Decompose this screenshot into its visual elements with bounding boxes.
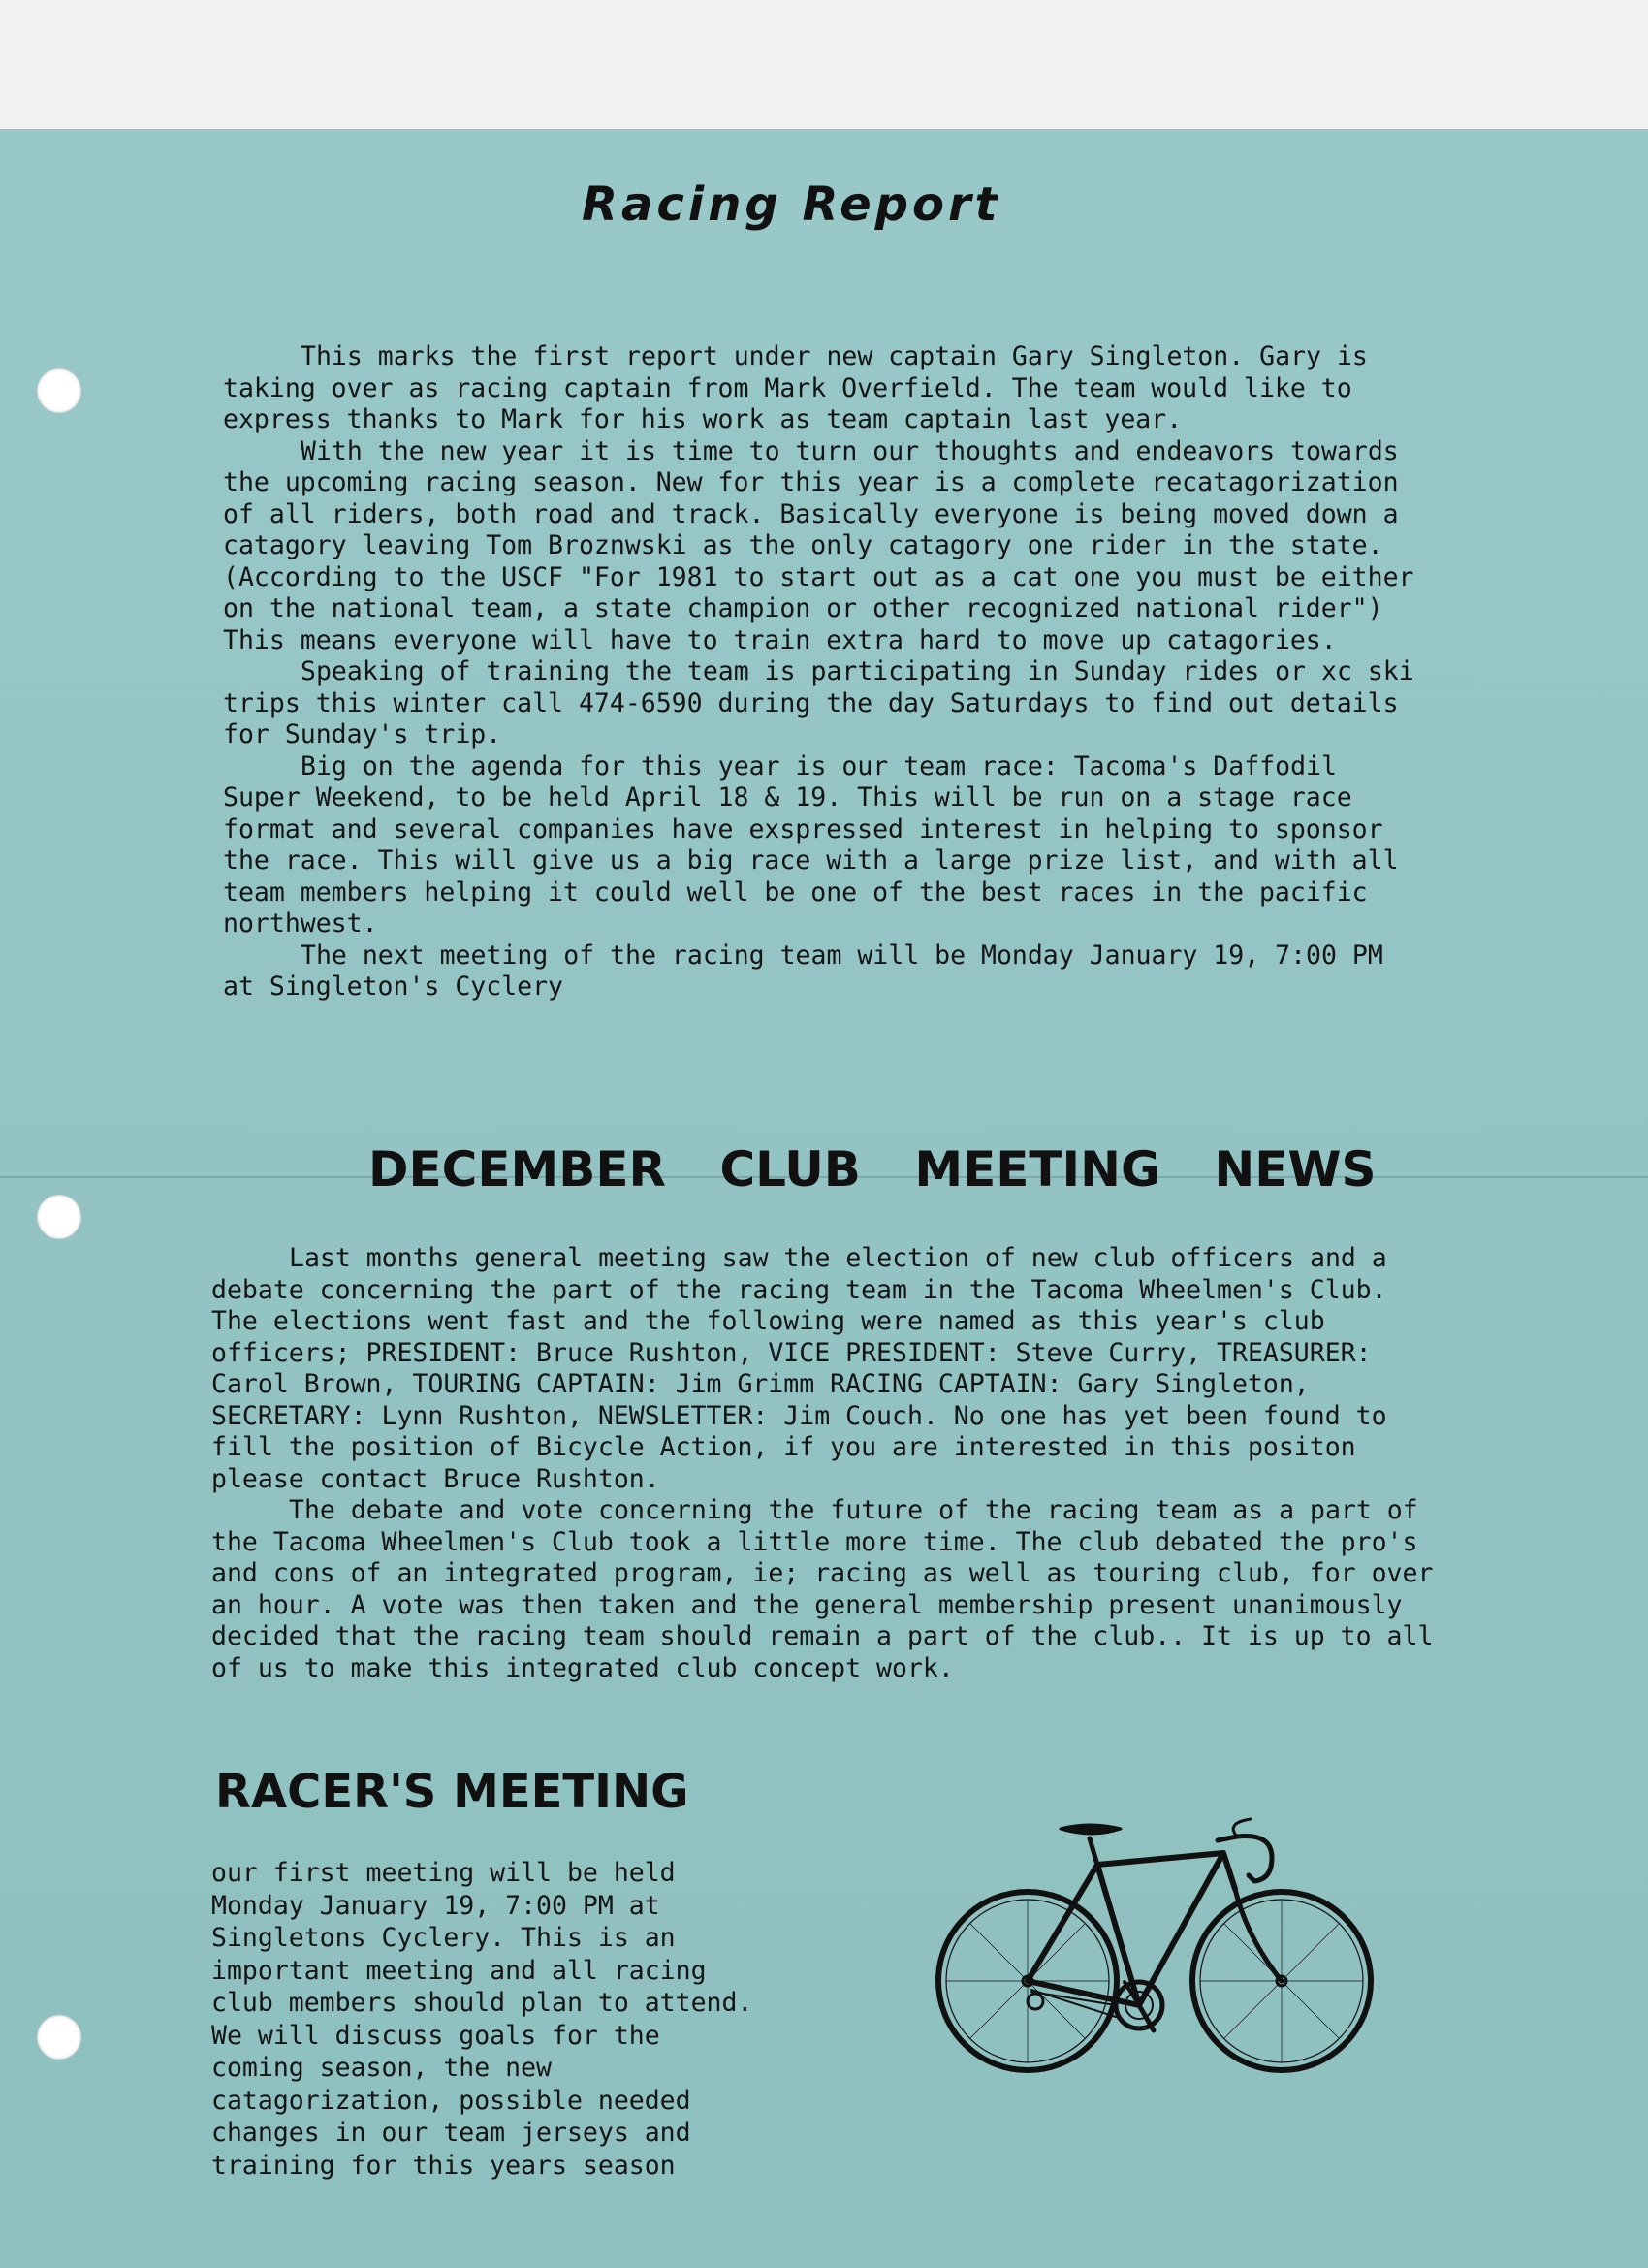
racing-report-body <box>223 341 1425 1004</box>
binder-hole <box>37 1195 81 1239</box>
december-news-paragraph: Last months general meeting saw the election of new club officers and a debate concerning the part of the racing team in the Tacoma Wheelmen's Club. The elections went fast and the following were named as this year's club officers; PRESIDENT: Bruce Rushton, VICE PRESIDENT: Steve Curry, TREASURER: Carol Brown, TOURING CAPTAIN: Jim Grimm RACING CAPTAIN: Gary Singleton, SECRETARY: Lynn Rushton, NEWSLETTER: Jim Couch. No one has yet been found to fill the position of Bicycle Action, if you are interested in this positon please contact Bruce Rushton. <box>211 1243 1387 1494</box>
racing-report-paragraph: This marks the first report under new captain Gary Singleton. Gary is taking over as racing captain from Mark Overfield. The team would like to express thanks to Mark for his work as team captain last year. <box>223 341 1368 434</box>
racing-report-title: Racing Report <box>582 177 1001 232</box>
racers-meeting-text: our first meeting will be held Monday January 19, 7:00 PM at Singletons Cyclery. This is an important meeting and all racing club members should plan to attend. We will discuss goals for the coming season, the new catagorization, possible needed changes in our team jerseys and training for this years season <box>211 1858 753 2181</box>
december-news-paragraph: The debate and vote concerning the future of the racing team as a part of the Tacoma Wheelmen's Club took a little more time. The club debated the pro's and cons of an integrated program, ie; racing as well as touring club, for over an hour. A vote was then taken and the general membership present unanimously decided that the racing team should remain a part of the club.. It is up to all of us to make this integrated club concept work. <box>211 1495 1434 1683</box>
racers-meeting-body <box>211 1857 754 2182</box>
binder-hole <box>37 2015 81 2060</box>
racing-report-paragraph: Speaking of training the team is participating in Sunday rides or xc ski trips this winter call 474-6590 during the day Saturdays to find out details for Sunday's trip. <box>223 656 1414 750</box>
december-news-body <box>211 1243 1442 1684</box>
racing-report-paragraph: The next meeting of the racing team will be Monday January 19, 7:00 PM at Singleton's Cyclery <box>223 940 1383 1002</box>
december-news-title: DECEMBER CLUB MEETING NEWS <box>368 1141 1377 1198</box>
racing-report-paragraph: With the new year it is time to turn our thoughts and endeavors towards the upcoming racing season. New for this year is a complete recatagorization of all riders, both road and track. Basically everyone is being moved down a catagory leaving Tom Broznwski as the only catagory one rider in the state. (According to the USCF "For 1981 to start out as a cat one you must be either on the national team, a state champion or other recognized national rider") This means everyone will have to train extra hard to move up catagories. <box>223 435 1414 655</box>
racers-meeting-title: RACER'S MEETING <box>215 1765 689 1819</box>
bicycle-icon <box>931 1811 1386 2083</box>
binder-hole <box>37 368 81 413</box>
racing-report-paragraph: Big on the agenda for this year is our team race: Tacoma's Daffodil Super Weekend, to be held April 18 & 19. This will be run on a stage race format and several companies have exspressed interest in helping to sponsor the race. This will give us a big race with a large prize list, and with all team members helping it could well be one of the best races in the pacific northwest. <box>223 751 1399 939</box>
